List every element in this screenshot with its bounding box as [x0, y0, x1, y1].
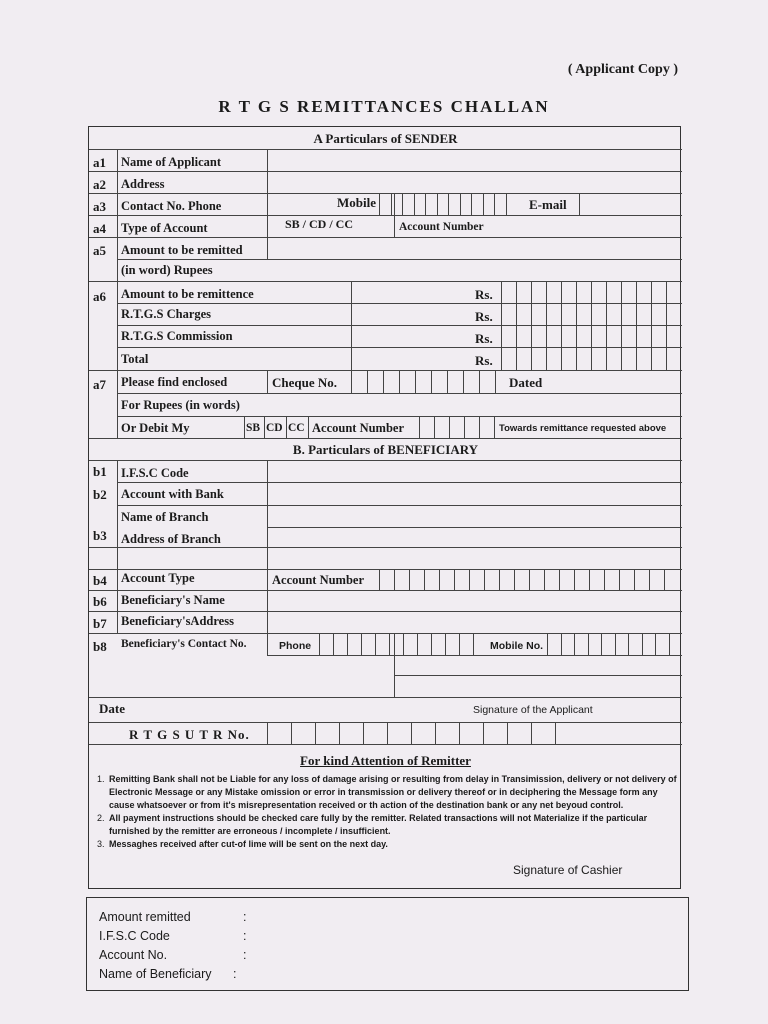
b4-code: b4 [93, 573, 107, 588]
beneficiary-name-label: Beneficiary's Name [121, 593, 225, 607]
slip-colon-4: : [233, 967, 237, 981]
rtgs-commission-label: R.T.G.S Commission [121, 329, 233, 343]
rs-label-3: Rs. [475, 331, 493, 346]
beneficiary-section-heading: B. Particulars of BENEFICIARY [292, 442, 479, 457]
b2-code: b2 [93, 487, 107, 502]
remitter-notes [97, 773, 677, 851]
slip-colon-2: : [243, 929, 247, 943]
mobile-number-boxes[interactable] [379, 193, 517, 215]
debit-my-label: Or Debit My [121, 421, 190, 435]
rs-label-2: Rs. [475, 309, 493, 324]
debit-sb-option[interactable]: SB [246, 422, 261, 434]
phone-number-boxes[interactable] [319, 633, 487, 655]
attention-heading: For kind Attention of Remitter [300, 753, 471, 768]
amount-remitted-label: Amount to be remitted [121, 243, 243, 257]
applicant-copy-label: ( Applicant Copy ) [567, 62, 678, 77]
sender-section-heading: A Particulars of SENDER [313, 131, 458, 146]
applicant-address-field[interactable] [269, 173, 679, 191]
cheque-number-boxes[interactable] [351, 370, 503, 393]
email-label: E-mail [529, 197, 567, 212]
amount-remittence-label: Amount to be remittence [121, 287, 254, 301]
slip-colon-1: : [243, 910, 247, 924]
a3-code: a3 [93, 199, 106, 214]
account-with-bank-field[interactable] [269, 484, 679, 502]
branch-address-field[interactable] [269, 529, 679, 545]
phone-label: Phone [279, 640, 312, 652]
slip-ifsc-label: I.F.S.C Code [99, 929, 170, 943]
challan-form [88, 126, 681, 889]
beneficiary-address-field[interactable] [269, 613, 679, 631]
account-with-bank-label: Account with Bank [121, 487, 224, 501]
beneficiary-account-boxes[interactable] [379, 569, 682, 590]
address-label: Address [121, 177, 165, 191]
dated-label: Dated [509, 375, 543, 390]
mobile-no-boxes[interactable] [547, 633, 682, 655]
rupees-in-words-label: For Rupees (in words) [121, 398, 240, 412]
page-title: R T G S REMITTANCES CHALLAN [218, 97, 550, 116]
beneficiary-address-label: Beneficiary'sAddress [121, 614, 234, 628]
name-of-branch-label: Name of Branch [121, 510, 209, 524]
debit-account-number-label: Account Number [312, 421, 405, 435]
address-of-branch-label: Address of Branch [121, 532, 221, 546]
b8-code: b8 [93, 639, 107, 654]
applicant-signature-label: Signature of the Applicant [473, 704, 593, 716]
note-2: 2. All payment instructions should be checked care fully by the remitter. Related transactions will not Materialize if the particular furnished by the remitter are erroneous / incomplete / insufficient. [97, 813, 648, 836]
ifsc-code-label: I.F.S.C Code [121, 466, 189, 480]
type-of-account-label: Type of Account [121, 221, 208, 235]
utr-number-label: R T G S U T R No. [129, 727, 250, 742]
total-label: Total [121, 352, 149, 366]
b3-code: b3 [93, 528, 107, 543]
ifsc-code-field[interactable] [269, 462, 679, 480]
applicant-signature-field[interactable] [395, 657, 681, 695]
remittance-slip [86, 897, 689, 991]
mobile-no-label: Mobile No. [490, 640, 544, 652]
b7-code: b7 [93, 616, 107, 631]
cheque-no-label: Cheque No. [272, 375, 338, 390]
name-of-applicant-label: Name of Applicant [121, 155, 221, 169]
applicant-name-field[interactable] [269, 151, 679, 169]
slip-account-label: Account No. [99, 948, 168, 962]
note-1: 1. Remitting Bank shall not be Liable for any loss of damage arising or resulting from delay in Transimission, delivery or not delivery of Electronic Message or any Mistake omission or error in transmission or delivery thereof or in deciphering the Message form any cause whatsoever or from it's misrepresentation received or th action of the destination bank or any net beyoud control. [97, 774, 677, 810]
cashier-signature-label: Signature of Cashier [513, 863, 623, 877]
beneficiary-account-number-label: Account Number [272, 573, 365, 587]
amount-in-words-label: (in word) Rupees [121, 263, 213, 277]
a1-code: a1 [93, 155, 106, 170]
account-type-label: Account Type [121, 571, 195, 585]
contact-phone-label: Contact No. Phone [121, 199, 222, 213]
utr-number-boxes[interactable] [267, 722, 563, 744]
debit-cc-option[interactable]: CC [288, 422, 305, 434]
sender-account-number-label: Account Number [399, 221, 484, 233]
towards-remittance-text: Towards remittance requested above [499, 423, 667, 434]
beneficiary-name-field[interactable] [269, 592, 679, 609]
a5-code: a5 [93, 243, 106, 258]
a4-code: a4 [93, 221, 106, 236]
note-3: 3. Messaghes received after cut-of lime will be sent on the next day. [97, 839, 388, 849]
rtgs-charges-label: R.T.G.S Charges [121, 307, 212, 321]
rs-label-4: Rs. [475, 353, 493, 368]
mobile-label: Mobile [337, 195, 376, 210]
rs-label-1: Rs. [475, 287, 493, 302]
debit-account-boxes[interactable] [419, 416, 494, 438]
amount-in-words-field[interactable] [269, 261, 679, 279]
beneficiary-contact-label: Beneficiary's Contact No. [121, 638, 247, 650]
date-label: Date [99, 701, 125, 716]
slip-beneficiary-label: Name of Beneficiary [99, 967, 212, 981]
b1-code: b1 [93, 464, 107, 479]
please-find-enclosed-label: Please find enclosed [121, 375, 228, 389]
slip-colon-3: : [243, 948, 247, 962]
b6-code: b6 [93, 594, 107, 609]
a6-code: a6 [93, 289, 106, 304]
debit-cd-option[interactable]: CD [266, 422, 283, 434]
a7-code: a7 [93, 377, 106, 392]
amount-digit-boxes[interactable] [501, 281, 682, 370]
a2-code: a2 [93, 177, 106, 192]
account-type-options[interactable]: SB / CD / CC [285, 217, 354, 231]
slip-amount-label: Amount remitted [99, 910, 191, 924]
